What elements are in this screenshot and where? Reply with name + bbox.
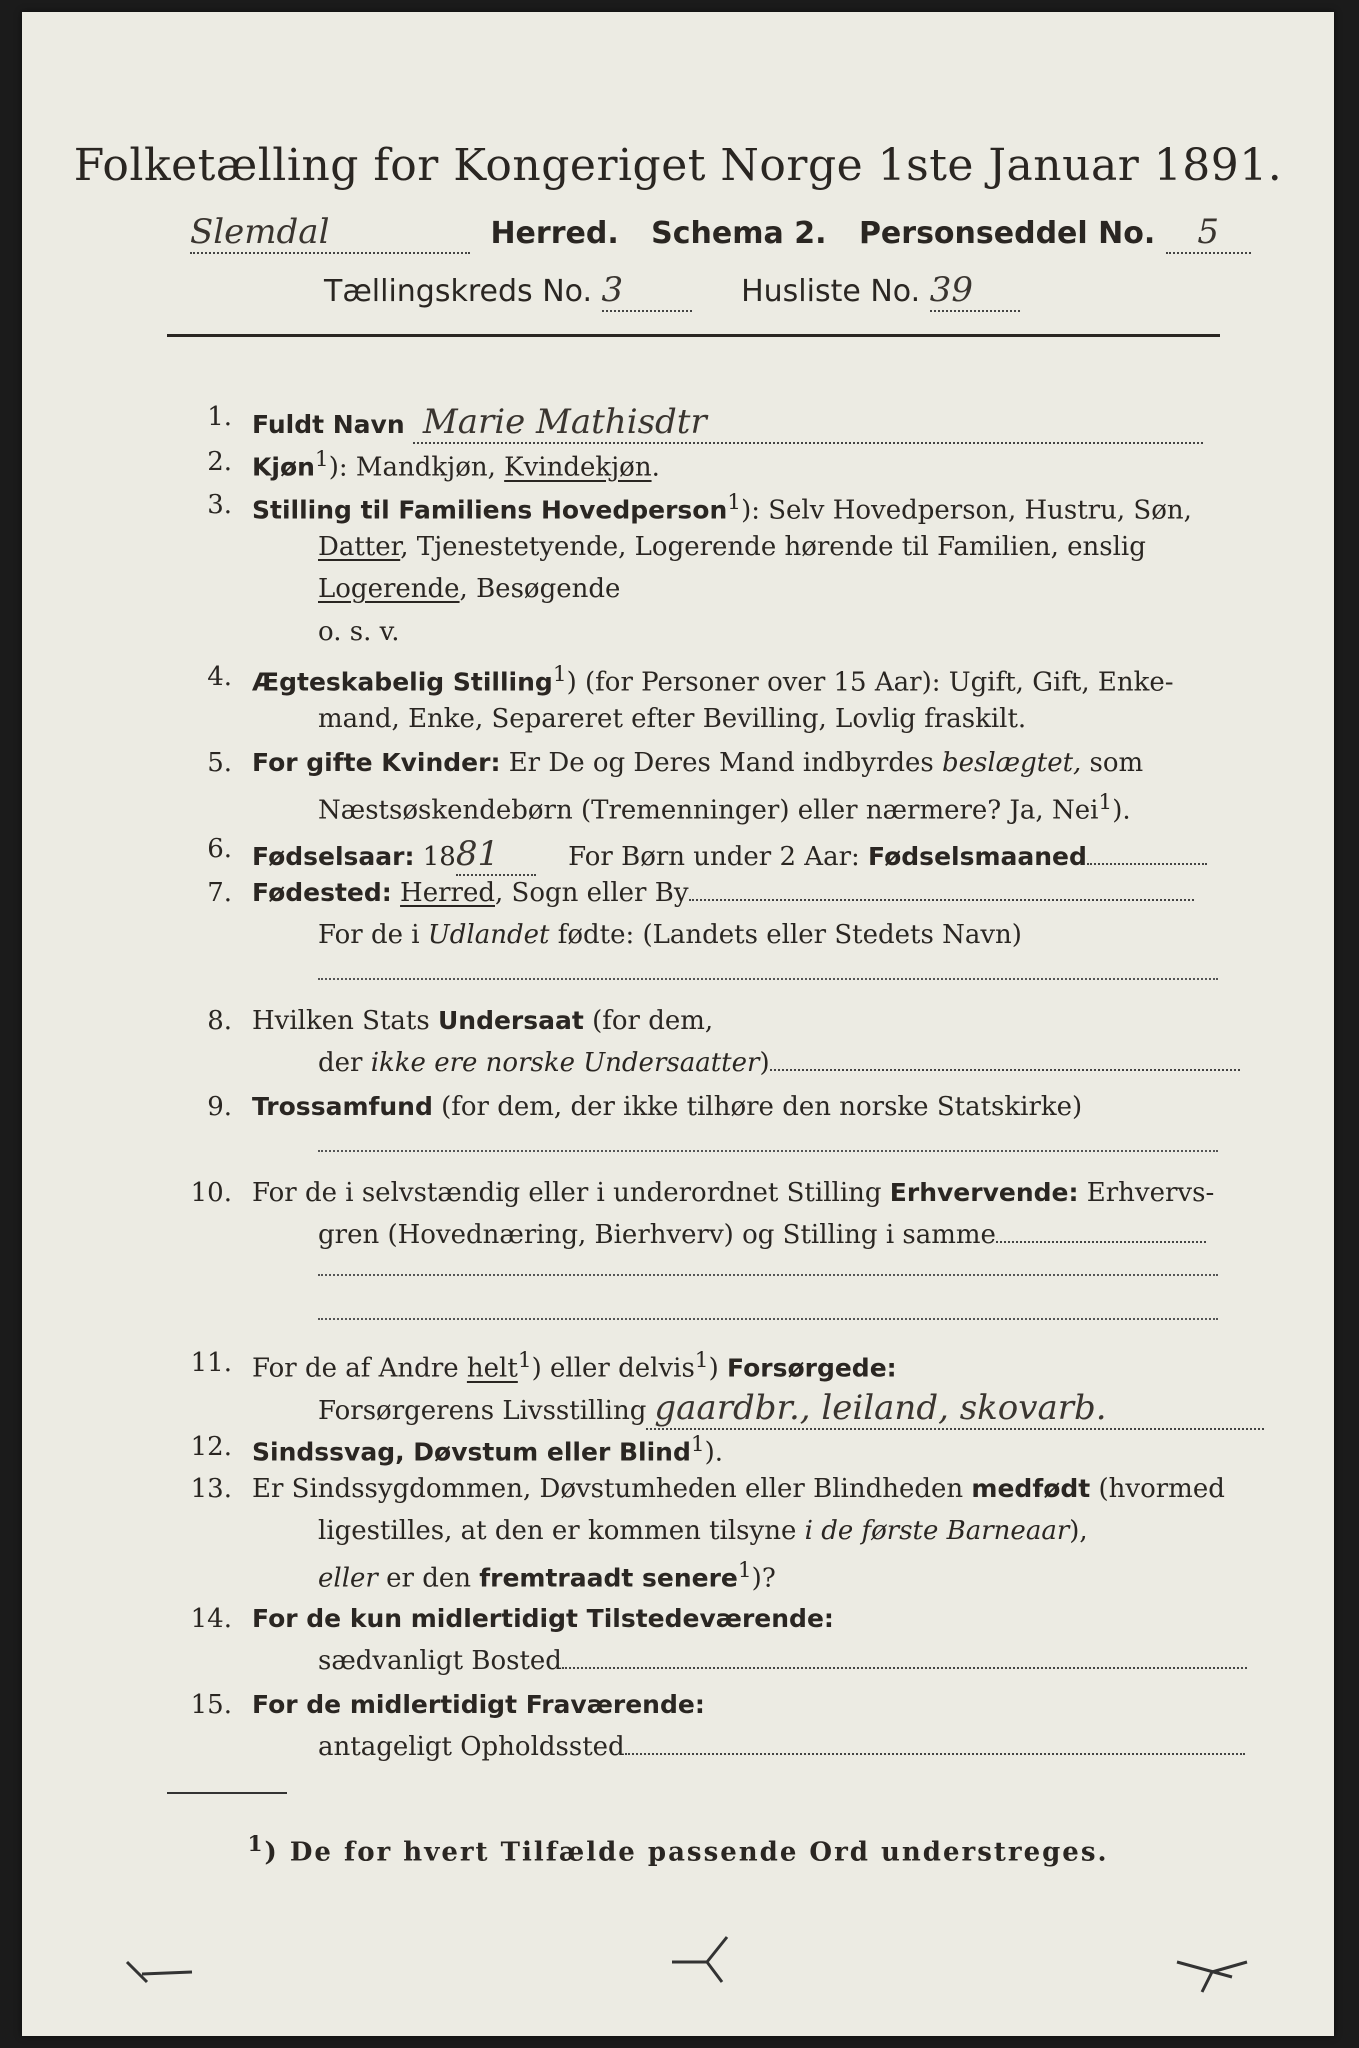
footnote-ref: 1: [517, 1348, 532, 1373]
fodested-field: [689, 899, 1194, 901]
udlandet-text: Udlandet: [427, 920, 550, 950]
footnote-divider: [167, 1792, 287, 1794]
form-title: Folketælling for Kongeriget Norge 1ste Januar 1891.: [73, 140, 1283, 191]
item-7-line-1: [252, 878, 1194, 908]
fodselsaar-label: Fødselsaar:: [252, 842, 415, 871]
personseddel-label: Personseddel No.: [858, 216, 1156, 251]
tick-mark-left: [122, 1952, 212, 1992]
punct: .: [651, 452, 660, 483]
fravaerende-label: For de midlertidigt Fraværende:: [252, 1690, 705, 1719]
item-number: 10.: [190, 1178, 232, 1208]
medfodt-text: er den: [377, 1563, 480, 1594]
gifte-text: som: [1081, 748, 1144, 778]
husliste-value: 39: [930, 270, 1020, 312]
item-3-line-3: [318, 574, 620, 604]
herred-line: [190, 212, 1251, 254]
item-11-line-2: [318, 1388, 1264, 1430]
forsorgede-label: Forsørgede:: [727, 1353, 897, 1383]
tilstede-label: For de kun midlertidigt Tilstedeværende:: [252, 1604, 834, 1633]
census-form-sheet: [22, 12, 1334, 2036]
fodselsmaaned-field: [1087, 863, 1207, 865]
undersaat-text: Hvilken Stats: [252, 1006, 438, 1036]
barneaar-text: i de første Barneaar: [804, 1516, 1070, 1546]
undersaat-label: Undersaat: [437, 1006, 584, 1035]
tick-mark-center: [662, 1927, 752, 1987]
erhverv-text: For de i selvstændig eller i underordnet Stilling: [252, 1178, 890, 1208]
opholdssted-text: antageligt Opholdssted: [318, 1732, 625, 1762]
trossamfund-text: (for dem, der ikke tilhøre den norske Statskirke): [432, 1092, 1083, 1122]
erhverv-text: Erhvervs-: [1078, 1178, 1215, 1208]
item-6-line: [252, 834, 1207, 876]
fremtraadt-label: fremtraadt senere: [479, 1563, 738, 1593]
item-3-line-1: [252, 490, 1192, 526]
year-prefix: 18: [414, 842, 456, 872]
erhverv-field-3: [318, 1318, 1218, 1320]
bosted-text: sædvanligt Bosted: [318, 1646, 562, 1676]
item-8-line-1: [252, 1006, 713, 1036]
item-15-line-1: [252, 1690, 705, 1720]
sindssvag-label: Sindssvag, Døvstum eller Blind: [252, 1437, 691, 1467]
item-number: 8.: [207, 1006, 232, 1036]
udland-text: For de i: [318, 920, 428, 950]
schema-label: Schema 2.: [651, 216, 827, 251]
tick-mark-right: [1172, 1952, 1262, 2002]
stilling-text: ): Selv Hovedperson, Hustru, Søn,: [741, 495, 1192, 526]
kreds-label: Tællingskreds No.: [324, 274, 592, 309]
punct: ),: [1069, 1516, 1088, 1546]
item-7-line-2: [318, 920, 1022, 950]
punct: ): [759, 1048, 770, 1078]
undersaatter-text: ikke ere norske Undersaatter: [370, 1048, 760, 1078]
udland-field: [318, 978, 1218, 980]
helt-selected: helt: [466, 1353, 518, 1384]
punct: ).: [704, 1437, 724, 1468]
born-text: For Børn under 2 Aar:: [568, 842, 860, 872]
opholdssted-field: [625, 1753, 1245, 1755]
punct: ): [708, 1353, 727, 1384]
punct: ).: [1112, 795, 1131, 826]
item-13-line-1: [252, 1474, 1225, 1504]
item-15-line-2: [318, 1732, 1245, 1762]
item-10-line-2: [318, 1220, 1206, 1250]
forsorg-text: ) eller delvis: [531, 1353, 695, 1384]
footnote: [22, 1832, 1334, 1868]
item-number: 12.: [190, 1432, 232, 1462]
footnote-ref: 1: [1098, 790, 1113, 815]
footnote-ref: 1: [314, 447, 329, 472]
stilling-text: , Tjenestetyende, Logerende hørende til Familien, enslig: [400, 532, 1146, 562]
item-5-line-2: [318, 790, 1131, 826]
herred-value: Slemdal: [190, 212, 470, 254]
item-14-line-1: [252, 1604, 834, 1634]
husliste-label: Husliste No.: [741, 274, 921, 309]
item-number: 3.: [207, 490, 232, 520]
gifte-text: Er De og Deres Mand indbyrdes: [500, 748, 942, 778]
fodselsmaaned-label: Fødselsmaaned: [868, 842, 1087, 871]
item-number: 6.: [207, 834, 232, 864]
punct: )?: [751, 1563, 776, 1594]
medfodt-text: ligestilles, at den er kommen tilsyne: [318, 1516, 805, 1546]
footnote-ref: 1: [694, 1348, 709, 1373]
kreds-value: 3: [602, 270, 692, 312]
forsorg-text: For de af Andre: [252, 1353, 467, 1384]
eller-text: eller: [318, 1563, 378, 1594]
undersaat-field: [770, 1069, 1240, 1071]
beslaegtet-text: beslægtet,: [941, 748, 1082, 778]
item-number: 2.: [207, 447, 232, 477]
stilling-label: Stilling til Familiens Hovedperson: [252, 495, 728, 525]
item-4-line-1: [252, 662, 1174, 698]
header-divider: [167, 334, 1220, 337]
item-14-line-2: [318, 1646, 1247, 1676]
item-number: 4.: [207, 662, 232, 692]
footnote-ref: 1: [552, 662, 567, 687]
item-number: 15.: [190, 1690, 232, 1720]
trossamfund-label: Trossamfund: [252, 1092, 433, 1121]
medfodt-text: Er Sindssygdommen, Døvstumheden eller Blindheden: [252, 1474, 972, 1504]
item-1-line: [252, 402, 1203, 444]
fodested-label: Fødested:: [252, 878, 392, 907]
fuldt-navn-value: Marie Mathisdtr: [413, 402, 1203, 444]
kreds-line: [324, 270, 1020, 312]
stilling-text: , Besøgende: [459, 574, 621, 604]
fodselsaar-value: 81: [456, 834, 536, 876]
trossamfund-field: [318, 1150, 1218, 1152]
personseddel-value: 5: [1166, 212, 1251, 254]
datter-selected: Datter: [318, 532, 401, 562]
item-number: 1.: [207, 402, 232, 432]
gifte-kvinder-label: For gifte Kvinder:: [252, 748, 501, 777]
footnote-ref: 1: [737, 1558, 752, 1583]
medfodt-label: medfødt: [971, 1474, 1091, 1503]
kjon-options-text: ): Mandkjøn,: [328, 452, 505, 483]
footnote-text: ) De for hvert Tilfælde passende Ord understreges.: [264, 1837, 1109, 1868]
item-11-line-1: [252, 1348, 897, 1384]
item-number: 14.: [190, 1604, 232, 1634]
item-number: 11.: [190, 1348, 232, 1378]
item-12-line: [252, 1432, 723, 1468]
item-4-line-2: mand, Enke, Separeret efter Bevilling, Lovlig fraskilt.: [318, 704, 1027, 734]
fodested-text: , Sogn eller By: [495, 878, 689, 908]
forsorger-text: Forsørgerens Livsstilling: [318, 1396, 647, 1426]
aegteskab-label: Ægteskabelig Stilling: [252, 667, 553, 697]
item-13-line-2: [318, 1516, 1088, 1546]
item-10-line-1: [252, 1178, 1214, 1208]
item-13-line-3: [318, 1558, 776, 1594]
item-3-line-4: o. s. v.: [318, 617, 400, 647]
medfodt-text: (hvormed: [1090, 1474, 1225, 1504]
logerende-underline: Logerende: [318, 574, 460, 604]
item-2-line: [252, 447, 660, 483]
item-5-line-1: [252, 748, 1143, 778]
item-number: 5.: [207, 748, 232, 778]
item-number: 13.: [190, 1474, 232, 1504]
herred-label: Herred.: [490, 216, 619, 251]
erhvervende-label: Erhvervende:: [889, 1178, 1079, 1207]
footnote-marker: 1: [247, 1832, 265, 1857]
kjon-label: Kjøn: [252, 452, 315, 482]
undersaat-text: (for dem,: [583, 1006, 714, 1036]
gifte-text: Næstsøskendebørn (Tremenninger) eller nærmere? Ja, Nei: [318, 795, 1099, 826]
footnote-ref: 1: [690, 1432, 705, 1457]
forsorger-value: gaardbr., leiland, skovarb.: [646, 1388, 1264, 1430]
bosted-field: [562, 1667, 1247, 1669]
kvindekjon-selected: Kvindekjøn: [504, 452, 652, 483]
erhverv-field: [996, 1241, 1206, 1243]
item-3-line-2: [318, 532, 1146, 562]
erhverv-field-2: [318, 1274, 1218, 1276]
fuldt-navn-label: Fuldt Navn: [252, 410, 405, 439]
herred-selected: Herred: [400, 878, 495, 908]
undersaat-text: der: [318, 1048, 371, 1078]
item-9-line: [252, 1092, 1082, 1122]
item-8-line-2: [318, 1048, 1240, 1078]
item-number: 7.: [207, 878, 232, 908]
erhverv-text: gren (Hovednæring, Bierhverv) og Stilling i samme: [318, 1220, 996, 1250]
footnote-ref: 1: [727, 490, 742, 515]
udland-text: fødte: (Landets eller Stedets Navn): [549, 920, 1022, 950]
aegteskab-text: ) (for Personer over 15 Aar): Ugift, Gift, Enke-: [566, 667, 1174, 698]
item-number: 9.: [207, 1092, 232, 1122]
